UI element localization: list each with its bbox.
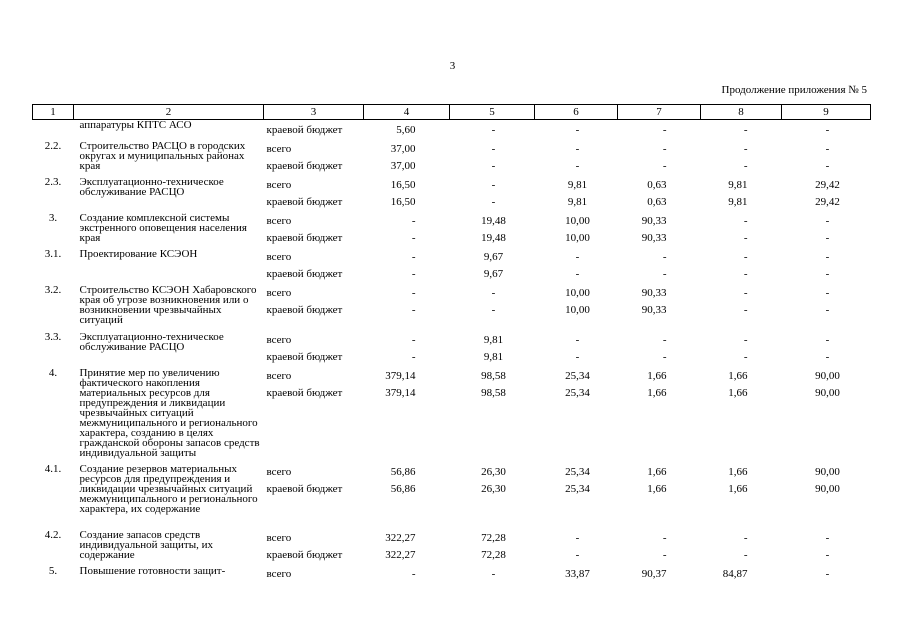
value: 25,34 xyxy=(565,370,590,382)
value: - xyxy=(575,143,580,155)
value: - xyxy=(825,251,830,263)
value-cell-c4 xyxy=(364,330,450,366)
value: 9,81 xyxy=(567,196,588,208)
col-header: 5 xyxy=(450,105,535,120)
value: - xyxy=(825,304,830,316)
value: 10,00 xyxy=(565,304,590,316)
value: 9,81 xyxy=(728,196,748,208)
item-number: 3. xyxy=(48,212,58,224)
value: 1,66 xyxy=(728,483,748,495)
value-cell-c4 xyxy=(364,139,450,175)
funding-type xyxy=(264,211,364,247)
value-cell-c5 xyxy=(450,528,535,564)
value: 90,33 xyxy=(641,232,667,244)
funding-type xyxy=(264,139,364,175)
item-number: 4. xyxy=(48,367,58,379)
table-row xyxy=(33,139,871,175)
value: - xyxy=(743,268,748,280)
item-number: 3.2. xyxy=(44,284,62,296)
item-number: 2.3. xyxy=(44,176,62,188)
funding-type-label: всего xyxy=(266,532,292,544)
value: - xyxy=(575,532,580,544)
item-number: 4.2. xyxy=(44,529,62,541)
value: - xyxy=(575,268,580,280)
value: 0,63 xyxy=(647,196,667,208)
item-name: Строительство РАСЦО в городских округах и муниципальных районах края xyxy=(79,140,246,172)
value-cell-c8 xyxy=(701,564,782,583)
value-cell-c6 xyxy=(535,211,618,247)
value: 29,42 xyxy=(815,196,840,208)
value: 90,33 xyxy=(641,287,667,299)
value-cell-c4 xyxy=(364,247,450,283)
table-row xyxy=(33,175,871,211)
value: - xyxy=(662,351,667,363)
funding-type-label: краевой бюджет xyxy=(266,483,343,495)
value: - xyxy=(743,232,748,244)
value-cell-c5 xyxy=(450,175,535,211)
funding-type-label: краевой бюджет xyxy=(266,549,343,561)
value: - xyxy=(743,351,748,363)
value-cell-c8 xyxy=(701,528,782,564)
value: - xyxy=(662,124,667,136)
col-header: 2 xyxy=(74,105,264,120)
value-cell-c8 xyxy=(701,120,782,140)
value-cell-c6 xyxy=(535,175,618,211)
value: - xyxy=(743,124,748,136)
value: 56,86 xyxy=(390,483,416,495)
value-cell-c7 xyxy=(618,247,701,283)
value-cell-c8 xyxy=(701,283,782,330)
value: - xyxy=(491,196,496,208)
value-cell-c5 xyxy=(450,366,535,462)
value-cell-c7 xyxy=(618,462,701,528)
value: 72,28 xyxy=(481,549,506,561)
value: - xyxy=(743,549,748,561)
item-number: 3.3. xyxy=(44,331,62,343)
value: 25,34 xyxy=(565,483,590,495)
value: 25,34 xyxy=(565,466,590,478)
funding-type-label: всего xyxy=(266,370,292,382)
value-cell-c7 xyxy=(618,330,701,366)
value: 90,00 xyxy=(815,387,840,399)
item-number: 5. xyxy=(48,565,58,577)
value-cell-c9 xyxy=(782,283,871,330)
value: 1,66 xyxy=(647,483,667,495)
funding-type-label: всего xyxy=(266,179,292,191)
value: 9,67 xyxy=(483,251,504,263)
value: 33,87 xyxy=(565,568,590,580)
value: - xyxy=(825,215,830,227)
value: 1,66 xyxy=(728,370,748,382)
funding-type-label: краевой бюджет xyxy=(266,387,343,399)
value-cell-c7 xyxy=(618,175,701,211)
col-header: 7 xyxy=(618,105,701,120)
col-header: 3 xyxy=(264,105,364,120)
value: 1,66 xyxy=(647,387,667,399)
value: - xyxy=(411,215,416,227)
value: 84,87 xyxy=(722,568,748,580)
table-row xyxy=(33,211,871,247)
value: - xyxy=(575,160,580,172)
value: 90,37 xyxy=(641,568,667,580)
value: - xyxy=(411,287,416,299)
funding-type-label: всего xyxy=(266,568,292,580)
item-number xyxy=(33,120,74,140)
funding-type-label: краевой бюджет xyxy=(266,304,343,316)
value: - xyxy=(575,334,580,346)
funding-type-label: краевой бюджет xyxy=(266,124,343,136)
value: - xyxy=(575,251,580,263)
funding-type-label: всего xyxy=(266,143,292,155)
value: 1,66 xyxy=(728,387,748,399)
value: - xyxy=(743,334,748,346)
col-header: 1 xyxy=(33,105,74,120)
funding-type-label: краевой бюджет xyxy=(266,160,343,172)
value-cell-c9 xyxy=(782,120,871,140)
value: 90,00 xyxy=(815,466,840,478)
value-cell-c5 xyxy=(450,330,535,366)
funding-type xyxy=(264,366,364,462)
value-cell-c7 xyxy=(618,564,701,583)
value: 26,30 xyxy=(481,466,506,478)
funding-type-label: краевой бюджет xyxy=(266,268,343,280)
value: 90,33 xyxy=(641,215,667,227)
funding-type-label: краевой бюджет xyxy=(266,351,343,363)
value-cell-c8 xyxy=(701,139,782,175)
funding-type xyxy=(264,528,364,564)
value-cell-c4 xyxy=(364,462,450,528)
value: - xyxy=(491,160,496,172)
value-cell-c6 xyxy=(535,330,618,366)
value: - xyxy=(743,160,748,172)
value-cell-c4 xyxy=(364,366,450,462)
value-cell-c6 xyxy=(535,247,618,283)
value: 10,00 xyxy=(565,215,590,227)
page-number: 3 xyxy=(449,60,456,72)
funding-type-label: краевой бюджет xyxy=(266,196,343,208)
value: 98,58 xyxy=(481,387,506,399)
value: 9,81 xyxy=(567,179,588,191)
value-cell-c5 xyxy=(450,120,535,140)
value: 379,14 xyxy=(385,370,416,382)
value-cell-c9 xyxy=(782,247,871,283)
col-header: 6 xyxy=(535,105,618,120)
funding-type xyxy=(264,175,364,211)
funding-type-label: всего xyxy=(266,287,292,299)
value: - xyxy=(743,251,748,263)
table-row xyxy=(33,528,871,564)
value: 1,66 xyxy=(647,370,667,382)
funding-type-label: всего xyxy=(266,251,292,263)
item-name: Принятие мер по увеличению фактического накопления материальных ресурсов для предупреждения и ликвидации чрезвычайных ситуаций межмуниципального и регионального характера, созданию в целях гражданской обороны запасов средств индивидуальной защиты xyxy=(79,367,260,459)
funding-type-label: всего xyxy=(266,466,292,478)
value: - xyxy=(491,124,496,136)
value-cell-c9 xyxy=(782,564,871,583)
table-row xyxy=(33,564,871,583)
value-cell-c9 xyxy=(782,528,871,564)
value-cell-c4 xyxy=(364,564,450,583)
value-cell-c6 xyxy=(535,120,618,140)
value: - xyxy=(825,351,830,363)
value: - xyxy=(575,124,580,136)
item-name: Эксплуатационно-техническое обслуживание РАСЦО xyxy=(79,331,224,353)
value-cell-c6 xyxy=(535,564,618,583)
value-cell-c7 xyxy=(618,366,701,462)
funding-type xyxy=(264,120,364,140)
funding-type xyxy=(264,462,364,528)
value-cell-c9 xyxy=(782,462,871,528)
value: 90,00 xyxy=(815,370,840,382)
item-name: Строительство КСЭОН Хабаровского края об угрозе возникновения или о возникновении чрезвычайных ситуаций xyxy=(79,284,257,326)
value-cell-c9 xyxy=(782,139,871,175)
item-name: Повышение готовности защит- xyxy=(79,565,226,577)
value: 16,50 xyxy=(390,179,416,191)
value: - xyxy=(491,143,496,155)
value-cell-c6 xyxy=(535,528,618,564)
value: - xyxy=(743,532,748,544)
col-header: 9 xyxy=(782,105,871,120)
value: - xyxy=(411,334,416,346)
value-cell-c8 xyxy=(701,366,782,462)
value: 10,00 xyxy=(565,287,590,299)
value-cell-c7 xyxy=(618,120,701,140)
value: - xyxy=(662,143,667,155)
value: - xyxy=(743,287,748,299)
value: 322,27 xyxy=(385,549,416,561)
value: - xyxy=(411,232,416,244)
value: - xyxy=(411,568,416,580)
value: - xyxy=(411,304,416,316)
funding-type-label: краевой бюджет xyxy=(266,232,343,244)
value-cell-c5 xyxy=(450,283,535,330)
value-cell-c7 xyxy=(618,211,701,247)
value: 25,34 xyxy=(565,387,590,399)
item-number: 3.1. xyxy=(44,248,62,260)
value: - xyxy=(662,334,667,346)
value: - xyxy=(575,549,580,561)
value: - xyxy=(825,287,830,299)
table-row xyxy=(33,330,871,366)
value-cell-c6 xyxy=(535,139,618,175)
value-cell-c9 xyxy=(782,366,871,462)
value: - xyxy=(743,304,748,316)
table-row xyxy=(33,283,871,330)
value: 322,27 xyxy=(385,532,416,544)
funding-type xyxy=(264,283,364,330)
value: - xyxy=(411,351,416,363)
item-name: Проектирование КСЭОН xyxy=(79,248,198,260)
value: - xyxy=(825,143,830,155)
value-cell-c6 xyxy=(535,462,618,528)
value: 90,00 xyxy=(815,483,840,495)
value-cell-c7 xyxy=(618,139,701,175)
value: - xyxy=(825,549,830,561)
item-name: аппаратуры КПТС АСО xyxy=(79,119,192,131)
value: - xyxy=(825,532,830,544)
value-cell-c5 xyxy=(450,462,535,528)
value: 90,33 xyxy=(641,304,667,316)
continuation-label: Продолжение приложения № 5 xyxy=(721,84,867,96)
value: - xyxy=(575,351,580,363)
value-cell-c9 xyxy=(782,211,871,247)
value: 37,00 xyxy=(390,160,416,172)
value-cell-c5 xyxy=(450,564,535,583)
value: 56,86 xyxy=(390,466,416,478)
value: - xyxy=(662,160,667,172)
value: 98,58 xyxy=(481,370,506,382)
value: - xyxy=(825,160,830,172)
funding-type xyxy=(264,330,364,366)
value: 9,81 xyxy=(483,334,504,346)
value-cell-c4 xyxy=(364,175,450,211)
value: 1,66 xyxy=(728,466,748,478)
value: - xyxy=(491,304,496,316)
value: - xyxy=(825,268,830,280)
table-row xyxy=(33,462,871,528)
value: 29,42 xyxy=(815,179,840,191)
value: 9,81 xyxy=(483,351,504,363)
value-cell-c4 xyxy=(364,211,450,247)
value: - xyxy=(491,179,496,191)
value: - xyxy=(662,268,667,280)
value: 19,48 xyxy=(481,215,506,227)
value: - xyxy=(743,215,748,227)
value-cell-c4 xyxy=(364,528,450,564)
value: - xyxy=(825,334,830,346)
table-row xyxy=(33,120,871,140)
value: 10,00 xyxy=(565,232,590,244)
value-cell-c9 xyxy=(782,330,871,366)
value: 5,60 xyxy=(396,124,416,136)
value: - xyxy=(662,549,667,561)
value: 37,00 xyxy=(390,143,416,155)
item-number: 2.2. xyxy=(44,140,62,152)
col-header: 4 xyxy=(364,105,450,120)
value-cell-c5 xyxy=(450,247,535,283)
value: - xyxy=(491,287,496,299)
funding-type xyxy=(264,564,364,583)
value: - xyxy=(743,143,748,155)
item-name: Эксплуатационно-техническое обслуживание РАСЦО xyxy=(79,176,224,198)
value-cell-c6 xyxy=(535,283,618,330)
funding-type-label: всего xyxy=(266,215,292,227)
table-row xyxy=(33,247,871,283)
value: 1,66 xyxy=(647,466,667,478)
value-cell-c8 xyxy=(701,330,782,366)
header-row xyxy=(33,105,871,120)
value: - xyxy=(411,268,416,280)
table-row xyxy=(33,366,871,462)
value-cell-c8 xyxy=(701,247,782,283)
value-cell-c8 xyxy=(701,462,782,528)
value-cell-c8 xyxy=(701,211,782,247)
value-cell-c8 xyxy=(701,175,782,211)
value-cell-c6 xyxy=(535,366,618,462)
value: - xyxy=(662,532,667,544)
value-cell-c5 xyxy=(450,211,535,247)
item-name: Создание запасов средств индивидуальной защиты, их содержание xyxy=(79,529,213,561)
value: 9,67 xyxy=(483,268,504,280)
budget-table xyxy=(32,104,871,583)
item-name: Создание комплексной системы экстренного оповещения населения края xyxy=(79,212,247,244)
value: 16,50 xyxy=(390,196,416,208)
value-cell-c7 xyxy=(618,283,701,330)
value-cell-c9 xyxy=(782,175,871,211)
value: 9,81 xyxy=(728,179,748,191)
value: - xyxy=(411,251,416,263)
item-number: 4.1. xyxy=(44,463,62,475)
value: - xyxy=(825,124,830,136)
col-header: 8 xyxy=(701,105,782,120)
value: - xyxy=(825,232,830,244)
value: - xyxy=(662,251,667,263)
value: 26,30 xyxy=(481,483,506,495)
value: - xyxy=(825,568,830,580)
item-name: Создание резервов материальных ресурсов для предупреждения и ликвидации чрезвычайных ситуаций межмуниципального и регионального характера, их содержание xyxy=(79,463,258,515)
funding-type xyxy=(264,247,364,283)
value-cell-c4 xyxy=(364,283,450,330)
value-cell-c4 xyxy=(364,120,450,140)
value: 19,48 xyxy=(481,232,506,244)
value-cell-c7 xyxy=(618,528,701,564)
funding-type-label: всего xyxy=(266,334,292,346)
value: - xyxy=(491,568,496,580)
value: 0,63 xyxy=(647,179,667,191)
value: 72,28 xyxy=(481,532,506,544)
value-cell-c5 xyxy=(450,139,535,175)
value: 379,14 xyxy=(385,387,416,399)
